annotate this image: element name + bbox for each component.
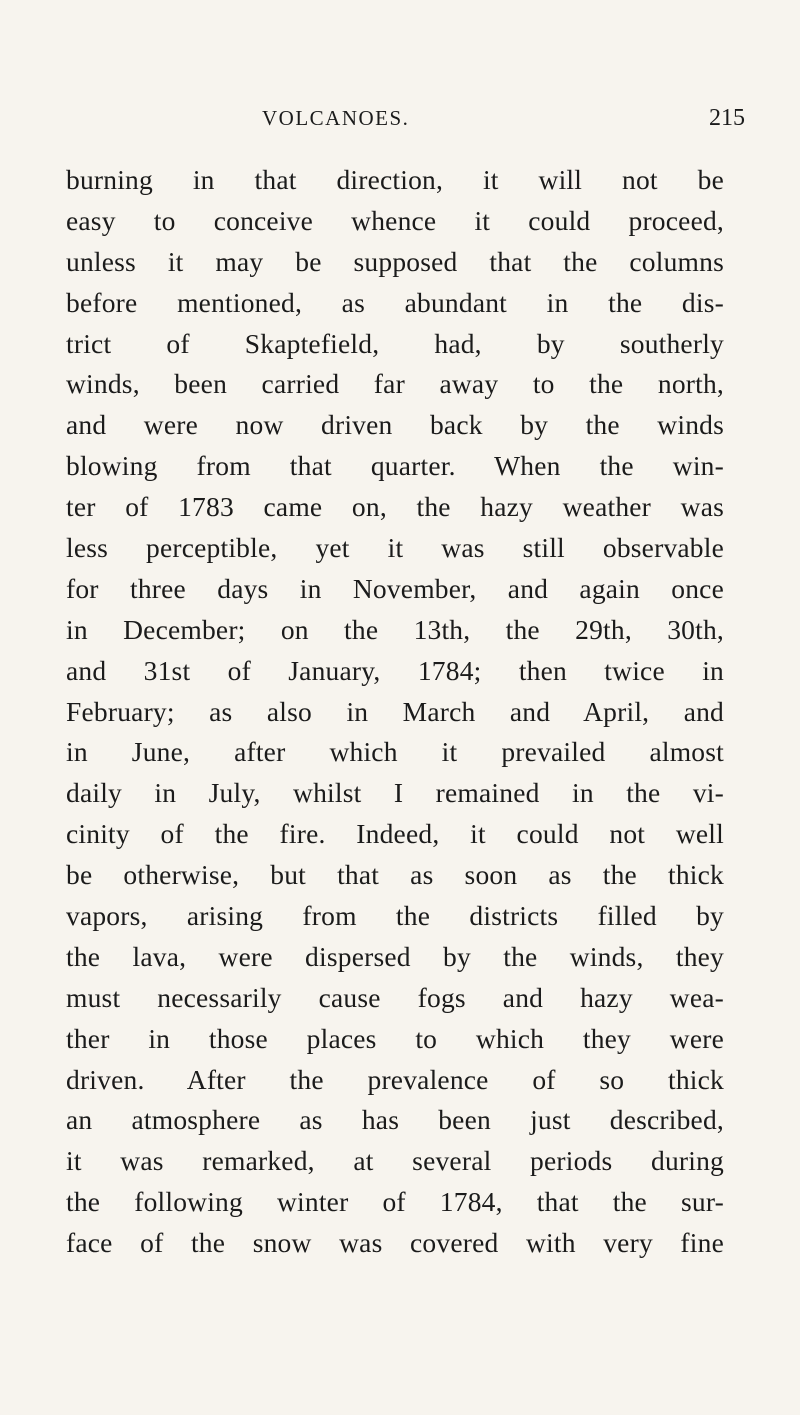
text-line: less perceptible, yet it was still observable [66,532,724,564]
text-line: driven. After the prevalence of so thick [66,1063,724,1095]
text-line: vapors, arising from the districts filled by [66,900,724,932]
text-line: February; as also in March and April, and [66,695,724,727]
running-head [0,98,800,138]
text-line: it was remarked, at several periods during [66,1145,724,1177]
text-line: be otherwise, but that as soon as the thick [66,859,724,891]
running-title: VOLCANOES. [262,106,410,130]
text-line: and were now driven back by the winds [66,409,724,441]
text-line: in December; on the 13th, the 29th, 30th, [66,613,724,645]
text-line: an atmosphere as has been just described, [66,1104,724,1136]
text-line: easy to conceive whence it could proceed, [66,204,724,236]
text-line: before mentioned, as abundant in the dis- [66,286,724,318]
text-line: for three days in November, and again once [66,572,724,604]
text-line: the following winter of 1784, that the sur- [66,1186,724,1218]
text-line: ter of 1783 came on, the hazy weather was [66,491,724,523]
text-line: winds, been carried far away to the north, [66,368,724,400]
text-line: face of the snow was covered with very fine [66,1227,724,1259]
text-line: cinity of the fire. Indeed, it could not well [66,818,724,850]
text-line: must necessarily cause fogs and hazy wea- [66,981,724,1013]
text-line: in June, after which it prevailed almost [66,736,724,768]
text-line: ther in those places to which they were [66,1022,724,1054]
body-text [66,160,724,1264]
text-line: daily in July, whilst I remained in the vi- [66,777,724,809]
text-line: burning in that direction, it will not be [66,164,724,195]
text-line: blowing from that quarter. When the win- [66,450,724,482]
text-line: unless it may be supposed that the columns [66,245,724,277]
text-line: trict of Skaptefield, had, by southerly [66,327,724,359]
text-line: and 31st of January, 1784; then twice in [66,654,724,686]
page-number: 215 [709,105,745,131]
text-line: the lava, were dispersed by the winds, they [66,940,724,972]
